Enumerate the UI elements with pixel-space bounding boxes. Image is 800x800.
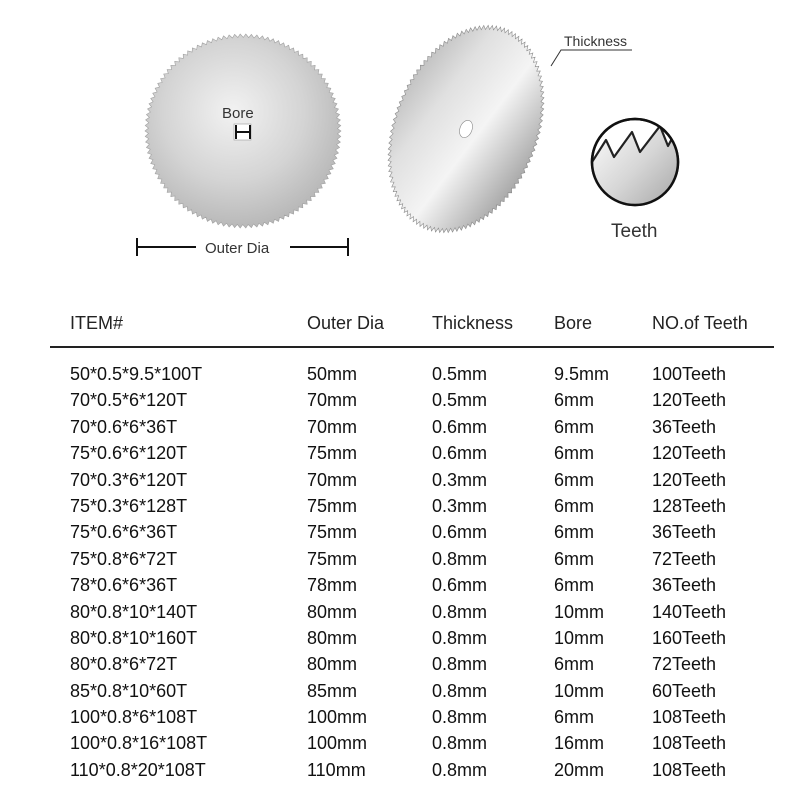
cell-outer-dia: 70mm <box>307 390 358 411</box>
cell-thickness: 0.8mm <box>432 654 488 675</box>
cell-thickness: 0.8mm <box>432 707 488 728</box>
cell-bore: 10mm <box>554 601 605 622</box>
cell-outer-dia: 80mm <box>307 627 358 648</box>
table-row <box>50 494 774 520</box>
outer-dia-label: Outer Dia <box>205 240 270 257</box>
cell-thickness: 0.6mm <box>432 575 488 596</box>
cell-outer-dia: 100mm <box>307 733 368 754</box>
cell-bore: 6mm <box>554 443 594 464</box>
spec-table-header <box>50 308 774 348</box>
cell-thickness: 0.3mm <box>432 469 488 490</box>
cell-bore: 6mm <box>554 390 594 411</box>
table-row <box>50 652 774 678</box>
cell-item: 70*0.3*6*120T <box>70 469 188 490</box>
cell-outer-dia: 110mm <box>307 759 366 780</box>
bore-label: Bore <box>222 105 254 122</box>
cell-bore: 6mm <box>554 416 594 437</box>
cell-bore: 16mm <box>554 733 605 754</box>
cell-outer-dia: 80mm <box>307 601 358 622</box>
cell-item: 75*0.3*6*128T <box>70 495 188 516</box>
cell-bore: 10mm <box>554 627 605 648</box>
cell-teeth: 108Teeth <box>652 707 727 728</box>
cell-teeth: 36Teeth <box>652 522 717 543</box>
header-bore: Bore <box>554 313 593 333</box>
cell-bore: 9.5mm <box>554 364 610 384</box>
cell-bore: 6mm <box>554 469 594 490</box>
header-teeth: NO.of Teeth <box>652 313 748 333</box>
cell-bore: 6mm <box>554 707 594 728</box>
table-row <box>50 547 774 573</box>
table-row <box>50 679 774 705</box>
cell-teeth: 72Teeth <box>652 654 717 675</box>
cell-teeth: 128Teeth <box>652 495 727 516</box>
cell-thickness: 0.8mm <box>432 680 488 701</box>
cell-teeth: 108Teeth <box>652 759 727 780</box>
cell-item: 80*0.8*6*72T <box>70 654 178 675</box>
cell-teeth: 36Teeth <box>652 416 717 437</box>
cell-item: 85*0.8*10*60T <box>70 680 188 701</box>
cell-thickness: 0.5mm <box>432 364 488 384</box>
cell-outer-dia: 85mm <box>307 680 358 701</box>
cell-item: 50*0.5*9.5*100T <box>70 364 203 384</box>
cell-teeth: 120Teeth <box>652 443 727 464</box>
cell-bore: 6mm <box>554 654 594 675</box>
cell-teeth: 60Teeth <box>652 680 717 701</box>
spec-table-body <box>50 362 774 784</box>
cell-teeth: 140Teeth <box>652 601 727 622</box>
cell-thickness: 0.8mm <box>432 601 488 622</box>
cell-thickness: 0.8mm <box>432 733 488 754</box>
cell-thickness: 0.6mm <box>432 416 488 437</box>
cell-outer-dia: 78mm <box>307 575 358 596</box>
cell-thickness: 0.8mm <box>432 759 488 780</box>
cell-item: 100*0.8*6*108T <box>70 707 198 728</box>
cell-item: 70*0.5*6*120T <box>70 390 188 411</box>
cell-item: 75*0.6*6*120T <box>70 443 188 464</box>
table-row <box>50 388 774 414</box>
cell-teeth: 100Teeth <box>652 364 727 384</box>
cell-outer-dia: 100mm <box>307 707 368 728</box>
cell-bore: 6mm <box>554 522 594 543</box>
header-thickness: Thickness <box>432 313 514 333</box>
table-row <box>50 441 774 467</box>
cell-item: 80*0.8*10*140T <box>70 601 198 622</box>
cell-item: 70*0.6*6*36T <box>70 416 178 437</box>
cell-outer-dia: 75mm <box>307 548 358 569</box>
cell-thickness: 0.6mm <box>432 522 488 543</box>
cell-item: 110*0.8*20*108T <box>70 759 206 780</box>
cell-thickness: 0.6mm <box>432 443 488 464</box>
cell-outer-dia: 75mm <box>307 495 358 516</box>
saw-blade-diagram <box>0 0 800 290</box>
cell-thickness: 0.8mm <box>432 627 488 648</box>
table-row <box>50 758 774 784</box>
header-outer-dia: Outer Dia <box>307 313 385 333</box>
cell-bore: 6mm <box>554 575 594 596</box>
cell-item: 80*0.8*10*160T <box>70 627 198 648</box>
cell-bore: 10mm <box>554 680 605 701</box>
table-row <box>50 731 774 757</box>
blade-side-view <box>388 25 632 232</box>
cell-item: 75*0.8*6*72T <box>70 548 178 569</box>
table-row <box>50 600 774 626</box>
table-row <box>50 705 774 731</box>
teeth-detail <box>592 119 682 242</box>
cell-teeth: 120Teeth <box>652 469 727 490</box>
cell-bore: 20mm <box>554 759 605 780</box>
header-item: ITEM# <box>70 313 124 333</box>
cell-outer-dia: 75mm <box>307 522 358 543</box>
cell-thickness: 0.5mm <box>432 390 488 411</box>
cell-outer-dia: 70mm <box>307 469 358 490</box>
cell-thickness: 0.8mm <box>432 548 488 569</box>
thickness-label: Thickness <box>564 33 628 49</box>
table-row <box>50 520 774 546</box>
cell-outer-dia: 70mm <box>307 416 358 437</box>
teeth-label: Teeth <box>611 221 658 242</box>
cell-bore: 6mm <box>554 548 594 569</box>
cell-outer-dia: 75mm <box>307 443 358 464</box>
cell-teeth: 108Teeth <box>652 733 727 754</box>
table-row <box>50 468 774 494</box>
cell-teeth: 36Teeth <box>652 575 717 596</box>
table-row <box>50 362 774 388</box>
table-row <box>50 415 774 441</box>
cell-teeth: 72Teeth <box>652 548 717 569</box>
blade-front-view <box>137 34 348 257</box>
cell-item: 75*0.6*6*36T <box>70 522 178 543</box>
cell-teeth: 120Teeth <box>652 390 727 411</box>
cell-item: 78*0.6*6*36T <box>70 575 178 596</box>
cell-outer-dia: 80mm <box>307 654 358 675</box>
cell-bore: 6mm <box>554 495 594 516</box>
cell-thickness: 0.3mm <box>432 495 488 516</box>
table-row <box>50 573 774 599</box>
cell-teeth: 160Teeth <box>652 627 727 648</box>
table-row <box>50 626 774 652</box>
thickness-pointer <box>551 50 632 66</box>
cell-outer-dia: 50mm <box>307 364 358 384</box>
cell-item: 100*0.8*16*108T <box>70 733 208 754</box>
